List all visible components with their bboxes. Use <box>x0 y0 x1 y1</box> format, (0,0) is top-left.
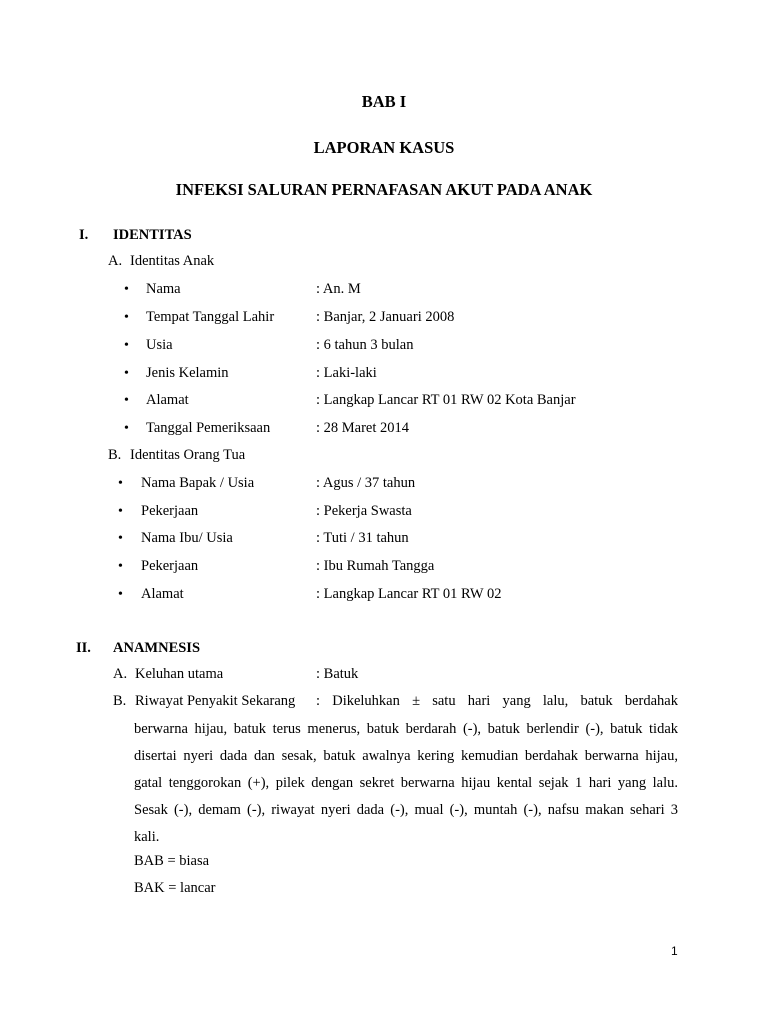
bak-note: BAK = lancar <box>134 880 216 896</box>
field-value: : Langkap Lancar RT 01 RW 02 <box>316 586 502 602</box>
field-value: : Ibu Rumah Tangga <box>316 558 435 574</box>
chapter-title: BAB I <box>361 92 407 111</box>
bullet-icon: • <box>118 476 123 491</box>
field-value: : Agus / 37 tahun <box>316 475 416 491</box>
field-label: Nama Ibu/ Usia <box>141 530 233 546</box>
bullet-icon: • <box>118 559 123 574</box>
field-label: Alamat <box>141 586 184 602</box>
subsection-label: B. <box>108 447 122 463</box>
subsection-title-identitas-anak: Identitas Anak <box>130 253 215 269</box>
riwayat-first-line: : Dikeluhkan ± satu hari yang lalu, batuk berdahak <box>316 693 678 709</box>
subsection-title-riwayat: Riwayat Penyakit Sekarang <box>135 693 296 709</box>
bullet-icon: • <box>124 393 129 408</box>
field-label: Nama Bapak / Usia <box>141 475 255 491</box>
bullet-icon: • <box>124 310 129 325</box>
keluhan-value: : Batuk <box>316 666 359 682</box>
bullet-icon: • <box>118 587 123 602</box>
paragraph-line: Sesak (-), demam (-), riwayat nyeri dada (-), mual (-), muntah (-), nafsu makan sehari 3 <box>134 802 678 818</box>
section-title-anamnesis: ANAMNESIS <box>113 640 201 656</box>
report-type-title: LAPORAN KASUS <box>313 138 455 157</box>
bullet-icon: • <box>118 504 123 519</box>
subsection-title-keluhan-utama: Keluhan utama <box>135 666 224 682</box>
bullet-icon: • <box>118 531 123 546</box>
subsection-title-identitas-orang-tua: Identitas Orang Tua <box>130 447 246 463</box>
paragraph-line: gatal tenggorokan (+), pilek dengan sekret berwarna hijau kental sejak 1 hari yang lalu. <box>134 775 678 791</box>
topic-title: INFEKSI SALURAN PERNAFASAN AKUT PADA ANAK <box>175 180 593 199</box>
subsection-label: B. <box>113 693 127 709</box>
field-label: Pekerjaan <box>141 503 199 519</box>
field-value: : Pekerja Swasta <box>316 503 412 519</box>
field-value: : Laki-laki <box>316 365 377 381</box>
bab-note: BAB = biasa <box>134 853 210 869</box>
bullet-icon: • <box>124 282 129 297</box>
bullet-icon: • <box>124 421 129 436</box>
field-label: Nama <box>146 281 181 297</box>
field-value: : Langkap Lancar RT 01 RW 02 Kota Banjar <box>316 392 576 408</box>
section-number: II. <box>76 640 91 656</box>
paragraph-line: disertai nyeri dada dan sesak, batuk awalnya kering kemudian berdahak berwarna hijau, <box>134 748 678 764</box>
paragraph-line: berwarna hijau, batuk terus menerus, batuk berdarah (-), batuk berlendir (-), batuk tidak <box>134 721 678 737</box>
section-number: I. <box>79 227 89 243</box>
field-label: Tempat Tanggal Lahir <box>146 309 275 325</box>
subsection-label: A. <box>108 253 123 269</box>
field-value: : An. M <box>316 281 361 297</box>
field-value: : Banjar, 2 Januari 2008 <box>316 309 455 325</box>
bullet-icon: • <box>124 338 129 353</box>
field-label: Usia <box>146 337 173 353</box>
field-label: Jenis Kelamin <box>146 365 229 381</box>
section-title-identitas: IDENTITAS <box>113 227 192 243</box>
field-value: : 6 tahun 3 bulan <box>316 337 414 353</box>
subsection-label: A. <box>113 666 128 682</box>
field-label: Pekerjaan <box>141 558 199 574</box>
field-label: Tanggal Pemeriksaan <box>146 420 271 436</box>
bullet-icon: • <box>124 366 129 381</box>
field-value: : Tuti / 31 tahun <box>316 530 409 546</box>
field-value: : 28 Maret 2014 <box>316 420 410 436</box>
paragraph-line: kali. <box>134 829 160 845</box>
field-label: Alamat <box>146 392 189 408</box>
page-number: 1 <box>671 944 678 958</box>
